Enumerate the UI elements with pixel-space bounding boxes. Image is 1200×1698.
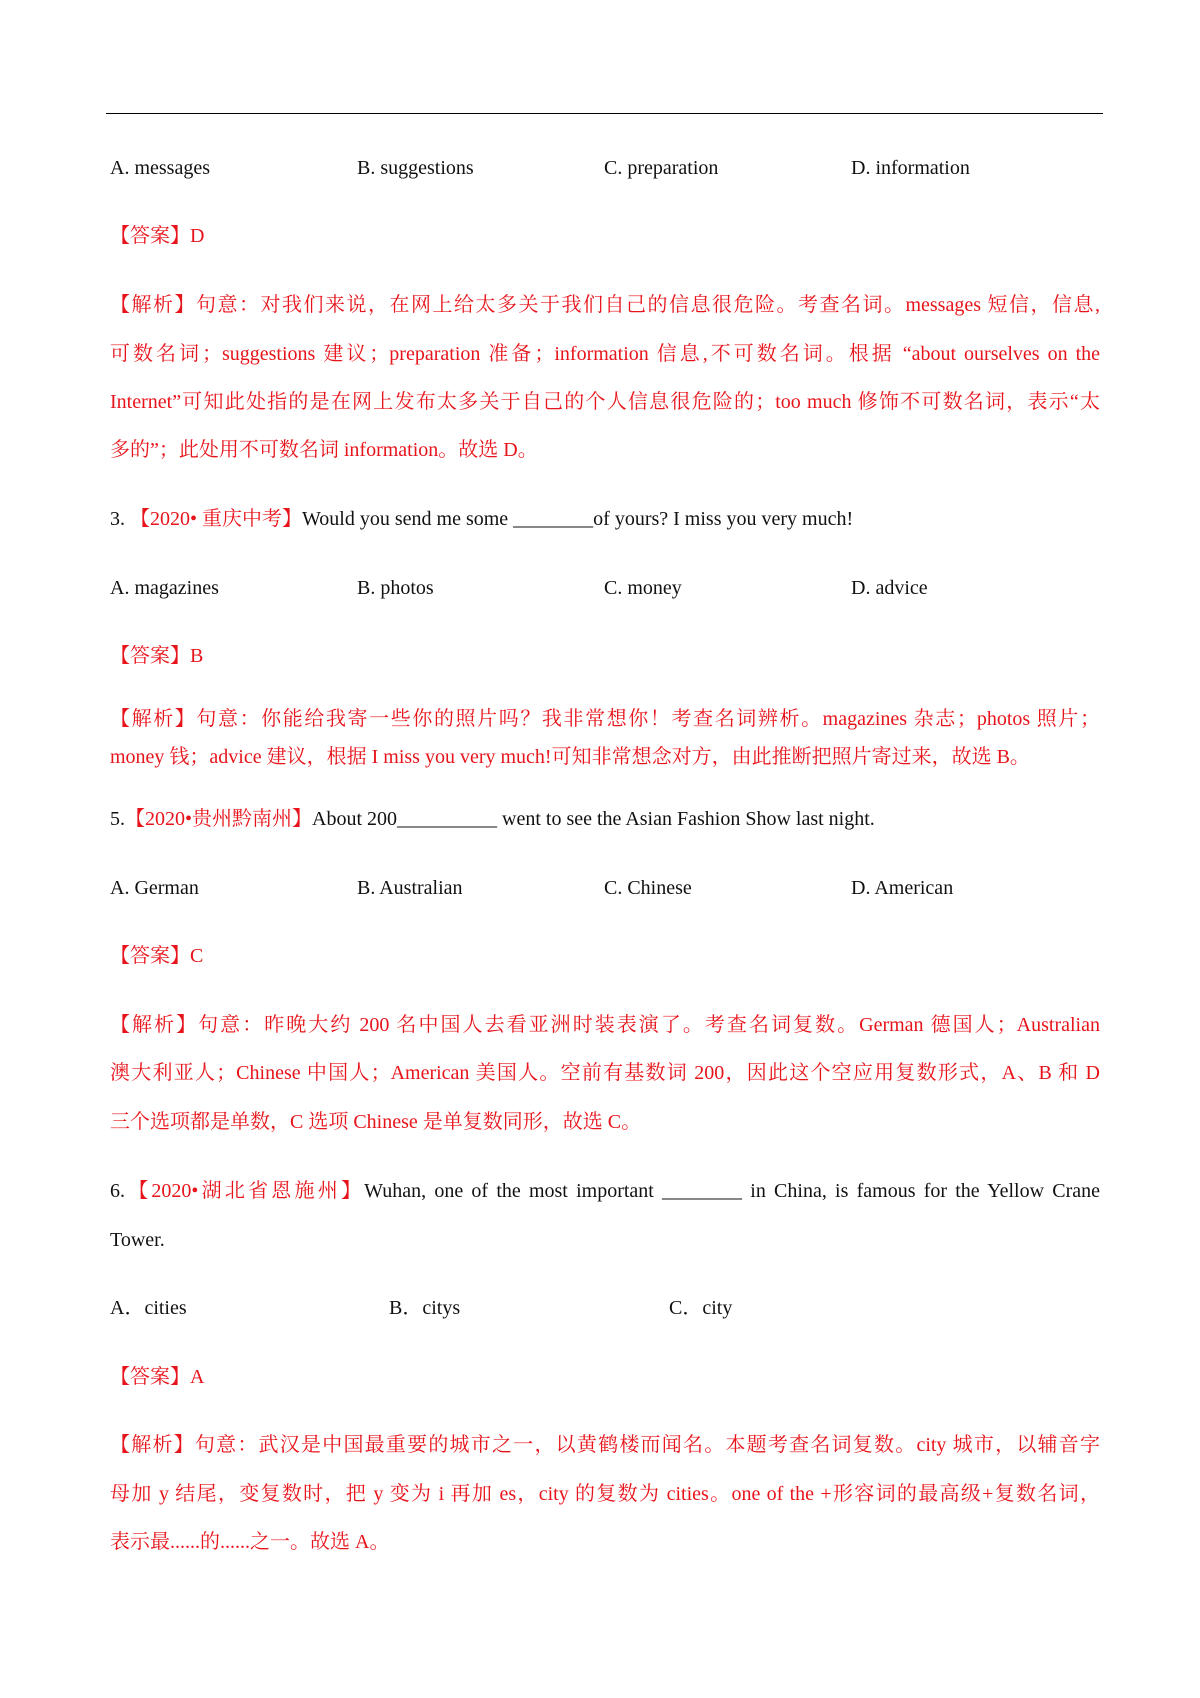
q6-option-b: B．citys bbox=[389, 1297, 461, 1319]
q5-option-d: D. American bbox=[851, 877, 954, 899]
q2-option-d: D. information bbox=[851, 157, 970, 179]
q6-analysis-line-1: 【解析】句意：武汉是中国最重要的城市之一，以黄鹤楼而闻名。本题考查名词复数。city 城市，以辅音字 bbox=[110, 1434, 1100, 1456]
q6-answer: 【答案】A bbox=[110, 1366, 205, 1388]
q5-source: 【2020•贵州黔南州】 bbox=[125, 808, 313, 830]
q3-question bbox=[110, 505, 1100, 533]
q3-answer: 【答案】B bbox=[110, 645, 204, 667]
q2-option-a: A. messages bbox=[110, 157, 210, 179]
q5-option-b: B. Australian bbox=[357, 877, 463, 899]
q5-answer: 【答案】C bbox=[110, 945, 204, 967]
q2-answer: 【答案】D bbox=[110, 225, 205, 247]
q3-option-c: C. money bbox=[604, 577, 682, 599]
q2-analysis-line-3: Internet”可知此处指的是在网上发布太多关于自己的个人信息很危险的；too much 修饰不可数名词，表示“太 bbox=[110, 391, 1100, 413]
q2-option-b: B. suggestions bbox=[357, 157, 474, 179]
q5-option-a: A. German bbox=[110, 877, 199, 899]
q3-source: 【2020• 重庆中考】 bbox=[130, 508, 303, 530]
q6-analysis-line-3: 表示最......的......之一。故选 A。 bbox=[110, 1531, 390, 1553]
q3-option-a: A. magazines bbox=[110, 577, 219, 599]
q3-text: Would you send me some ________of yours? I miss you very much! bbox=[302, 508, 854, 530]
q2-analysis-line-4: 多的”；此处用不可数名词 information。故选 D。 bbox=[110, 439, 538, 461]
header-rule bbox=[106, 113, 1103, 114]
q6-number: 6. bbox=[110, 1180, 125, 1202]
q3-analysis-line-1: 【解析】句意：你能给我寄一些你的照片吗？我非常想你！考查名词辨析。magazines 杂志；photos 照片； bbox=[110, 708, 1100, 730]
q2-option-c: C. preparation bbox=[604, 157, 719, 179]
q5-option-c: C. Chinese bbox=[604, 877, 692, 899]
q6-option-c: C．city bbox=[669, 1297, 733, 1319]
q6-option-a: A．cities bbox=[110, 1297, 187, 1319]
q6-question-line-1 bbox=[110, 1177, 1100, 1205]
q3-option-b: B. photos bbox=[357, 577, 434, 599]
q6-analysis-line-2: 母加 y 结尾，变复数时，把 y 变为 i 再加 es，city 的复数为 cities。one of the +形容词的最高级+复数名词， bbox=[110, 1483, 1100, 1505]
q5-number: 5. bbox=[110, 808, 125, 830]
q6-question-line-2: Tower. bbox=[110, 1229, 165, 1251]
q2-analysis-line-1: 【解析】句意：对我们来说，在网上给太多关于我们自己的信息很危险。考查名词。messages 短信，信息, bbox=[110, 294, 1100, 316]
q5-analysis-line-3: 三个选项都是单数，C 选项 Chinese 是单复数同形，故选 C。 bbox=[110, 1111, 642, 1133]
q3-option-d: D. advice bbox=[851, 577, 928, 599]
q2-analysis-line-2: 可数名词；suggestions 建议；preparation 准备；information 信息,不可数名词。根据 “about ourselves on the bbox=[110, 343, 1100, 365]
q5-analysis-line-2: 澳大利亚人；Chinese 中国人；American 美国人。空前有基数词 200，因此这个空应用复数形式，A、B 和 D bbox=[110, 1062, 1100, 1084]
q6-source: 【2020•湖北省恩施州】 bbox=[125, 1180, 365, 1202]
q3-analysis-line-2: money 钱；advice 建议，根据 I miss you very much!可知非常想念对方，由此推断把照片寄过来，故选 B。 bbox=[110, 746, 1030, 768]
q6-text: Wuhan, one of the most important ________ in China, is famous for the Yellow Crane bbox=[364, 1180, 1100, 1202]
q5-text: About 200__________ went to see the Asian Fashion Show last night. bbox=[312, 808, 875, 830]
q5-analysis-line-1: 【解析】句意：昨晚大约 200 名中国人去看亚洲时装表演了。考查名词复数。German 德国人；Australian bbox=[110, 1014, 1100, 1036]
q3-number: 3. bbox=[110, 508, 125, 530]
q5-question bbox=[110, 805, 1100, 833]
